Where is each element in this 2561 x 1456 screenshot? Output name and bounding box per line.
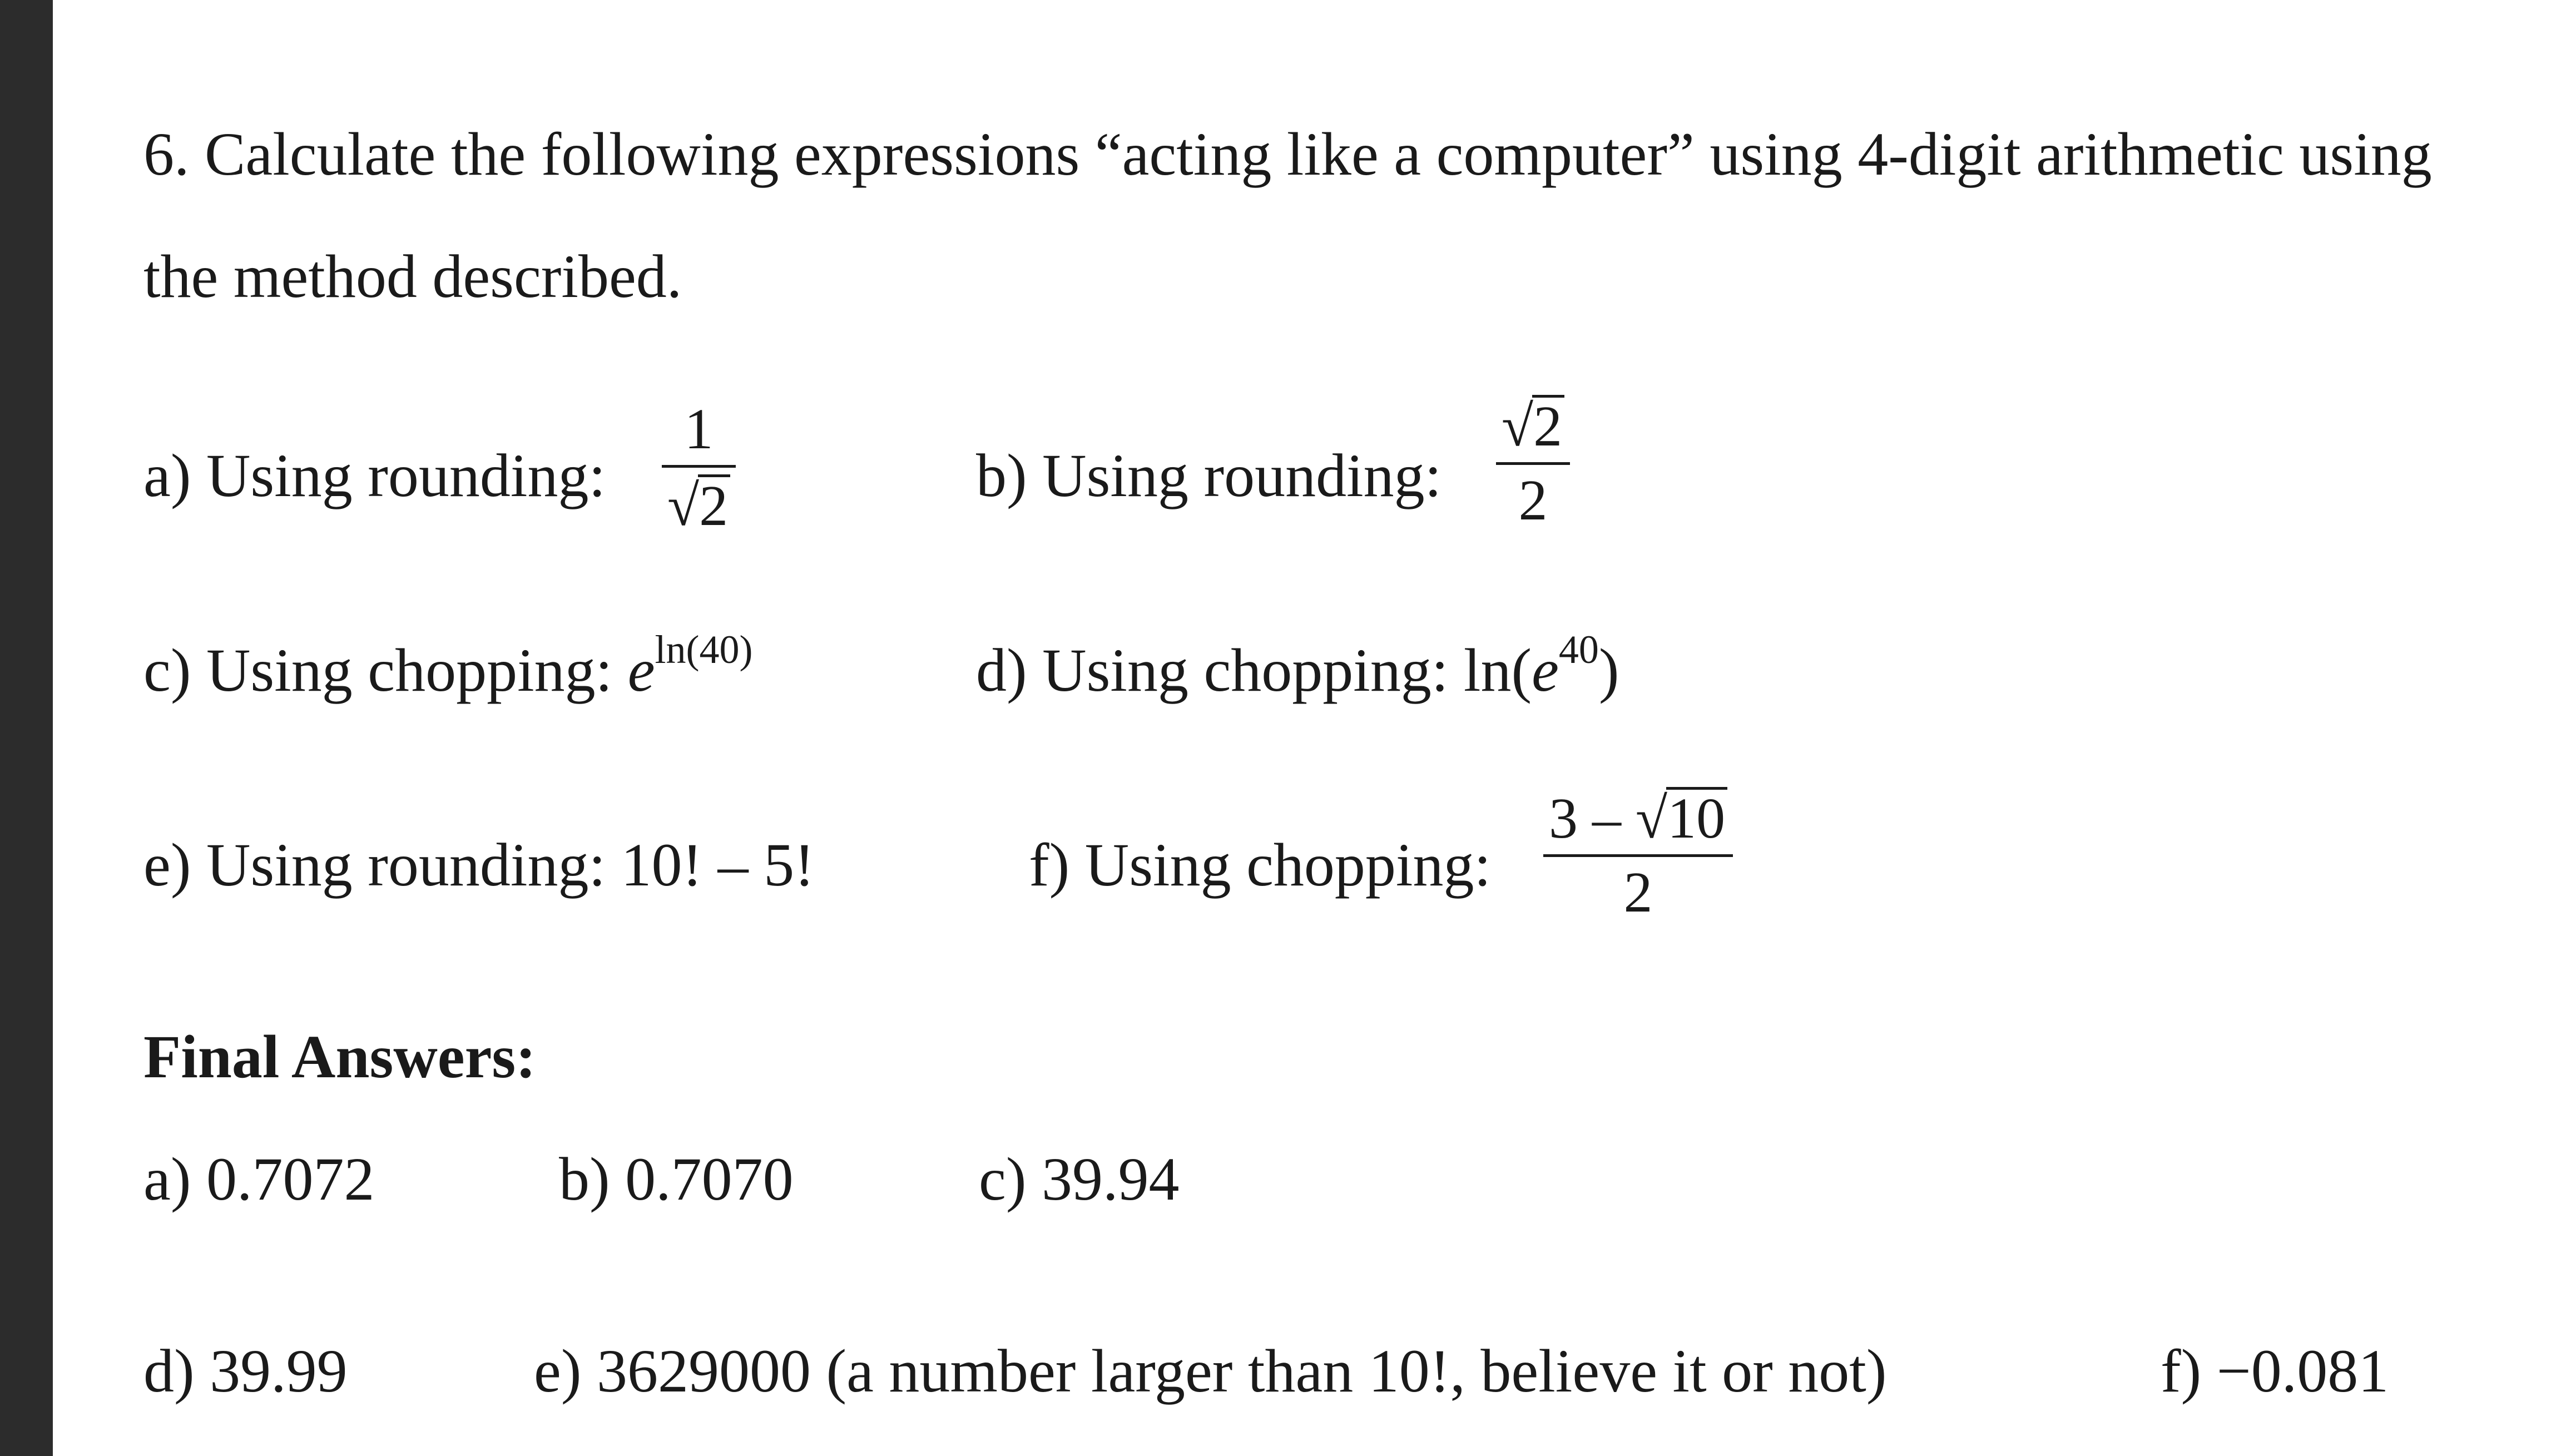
sqrt-symbol: √ bbox=[1502, 394, 1534, 458]
answer-a: a) 0.7072 bbox=[143, 1145, 375, 1213]
answer-d: d) 39.99 bbox=[143, 1337, 348, 1405]
problem-line-2: the method described. bbox=[143, 242, 682, 310]
final-answers-heading: Final Answers: bbox=[143, 1023, 536, 1091]
part-f-fraction bbox=[1543, 787, 1733, 922]
sqrt-symbol: √ bbox=[667, 474, 700, 538]
left-edge-bar bbox=[0, 0, 53, 1456]
part-e-expression bbox=[143, 831, 815, 899]
part-d-label: d) Using chopping: bbox=[976, 636, 1449, 704]
radicand: 10 bbox=[1666, 787, 1727, 848]
part-a-fraction bbox=[662, 397, 736, 538]
part-c-expression bbox=[143, 627, 753, 704]
answer-e: e) 3629000 (a number larger than 10!, believe it or not) bbox=[534, 1337, 1887, 1405]
part-b-label: b) Using rounding: bbox=[976, 442, 1442, 509]
radicand: 2 bbox=[1532, 395, 1564, 455]
part-c-exponent: ln(40) bbox=[655, 627, 753, 672]
part-d-exponent: 40 bbox=[1558, 627, 1599, 672]
part-f-label: f) Using chopping: bbox=[1029, 831, 1492, 899]
part-a-numerator: 1 bbox=[684, 397, 714, 461]
part-b-denominator: 2 bbox=[1518, 468, 1548, 532]
answer-f: f) −0.081 bbox=[2161, 1337, 2389, 1405]
part-d-close: ) bbox=[1598, 636, 1619, 704]
fraction-bar bbox=[1496, 462, 1570, 465]
fraction-bar bbox=[662, 465, 736, 468]
part-e-label: e) Using rounding: bbox=[143, 831, 606, 899]
part-d-fn: ln( bbox=[1463, 636, 1532, 704]
part-e-expr: 10! – 5! bbox=[621, 831, 815, 899]
part-d-base: e bbox=[1532, 636, 1559, 704]
fraction-bar bbox=[1543, 854, 1733, 857]
sqrt-symbol: √ bbox=[1636, 786, 1668, 850]
part-c-label: c) Using chopping: bbox=[143, 636, 613, 704]
answer-c: c) 39.94 bbox=[979, 1145, 1180, 1213]
part-f-denominator: 2 bbox=[1623, 860, 1653, 924]
part-f-numerator bbox=[1543, 787, 1733, 848]
part-c-base: e bbox=[627, 636, 655, 704]
part-b-fraction bbox=[1496, 394, 1570, 532]
part-a-denominator bbox=[662, 474, 736, 538]
answer-b: b) 0.7070 bbox=[559, 1145, 794, 1213]
part-a-label: a) Using rounding: bbox=[143, 442, 606, 509]
part-f-num-lead: 3 – bbox=[1549, 786, 1636, 850]
radicand: 2 bbox=[698, 474, 730, 535]
part-d-expression bbox=[976, 627, 1619, 704]
problem-line-1: 6. Calculate the following expressions “acting like a computer” using 4-digit arithmetic using bbox=[143, 120, 2432, 188]
part-b-numerator bbox=[1496, 394, 1570, 458]
